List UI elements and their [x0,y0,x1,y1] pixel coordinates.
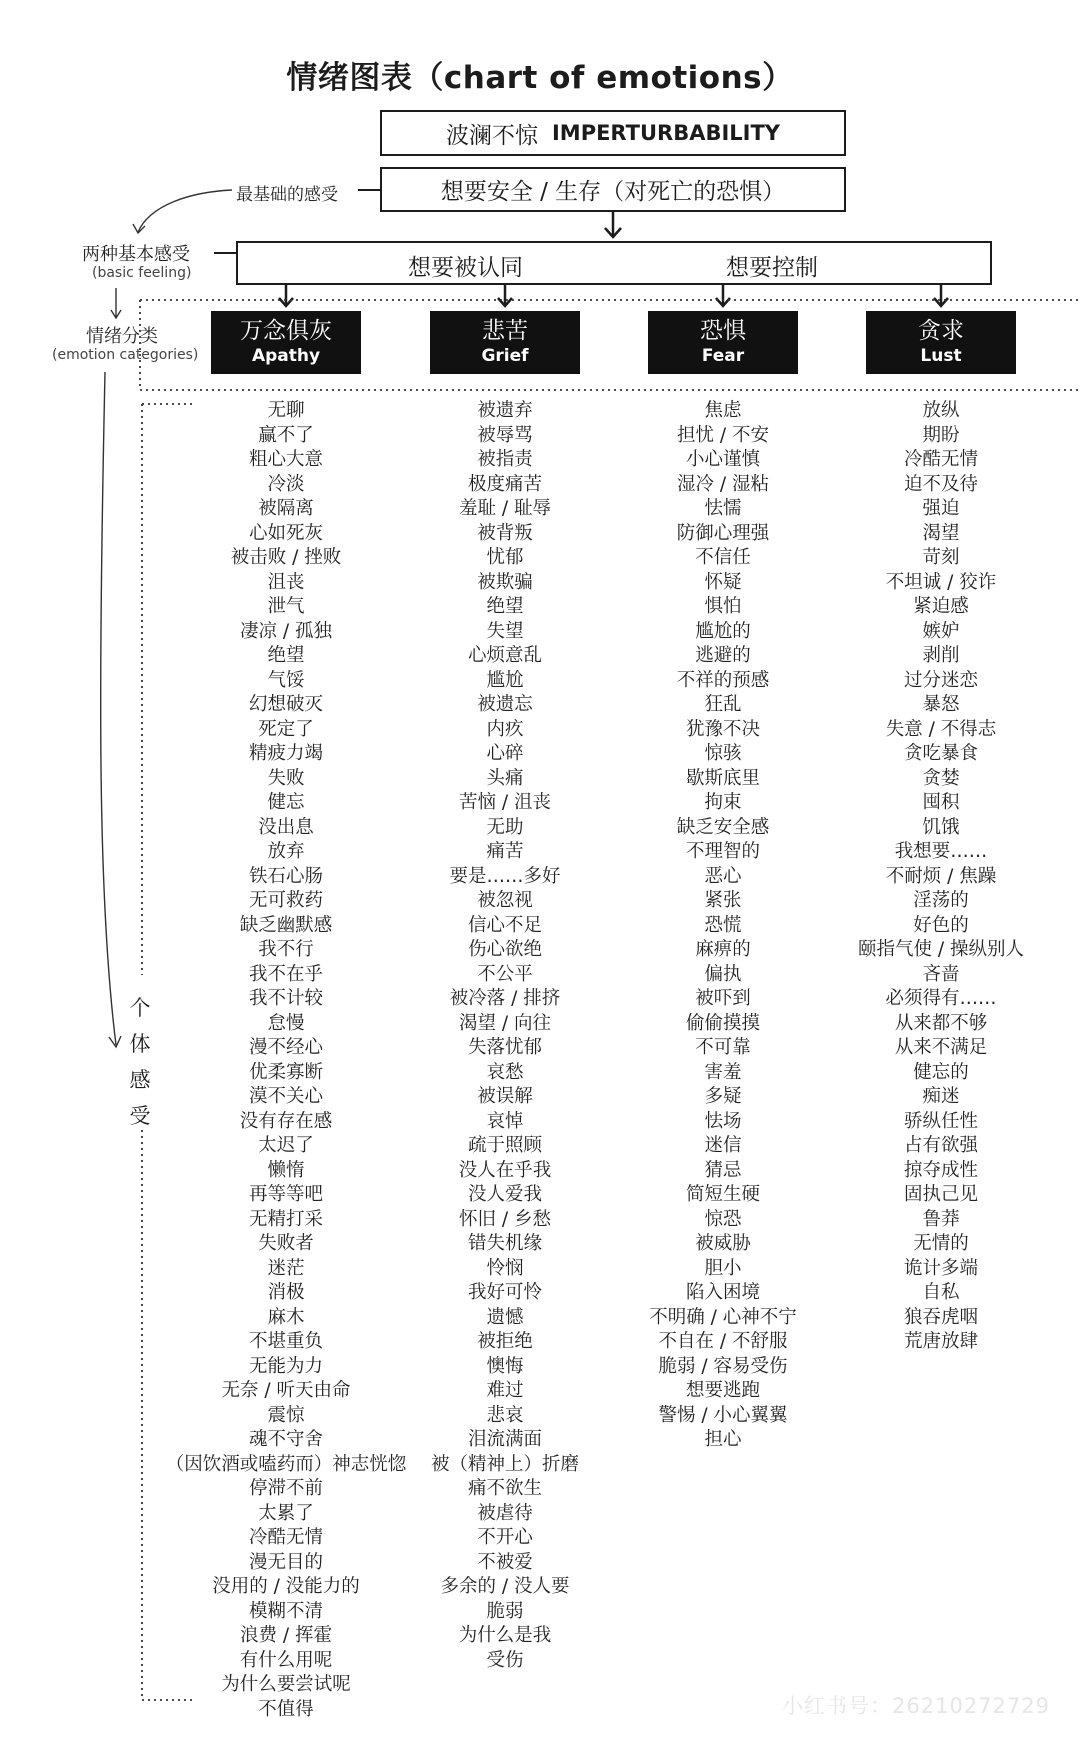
emotion-item: 囤积 [922,792,960,813]
emotion-item: 太累了 [258,1502,314,1524]
emotion-item: 放弃 [267,841,305,862]
emotion-item: 健忘 [267,792,305,813]
emotion-item: 幻想破灭 [248,694,323,715]
emotion-item: 我不行 [258,939,314,960]
emotion-item: 心烦意乱 [467,645,542,666]
emotion-item: 饥饿 [922,816,960,838]
emotion-item: 担忧 / 不安 [677,424,769,446]
imperturbability-en: IMPERTURBABILITY [551,121,781,145]
emotion-item: 没用的 / 没能力的 [212,1576,360,1597]
emotion-item: 惊恐 [704,1208,742,1230]
emotion-item: 暴怒 [922,694,960,715]
emotion-item: 恐慌 [704,914,742,936]
category-grief [430,311,580,374]
emotion-item: 狼吞虎咽 [903,1306,978,1328]
emotion-item: 精疲力竭 [248,743,323,764]
emotion-item: 沮丧 [267,571,305,593]
emotion-item: 从来都不够 [894,1012,988,1034]
emotion-item: 偏执 [704,963,742,985]
emotion-item: 从来不满足 [894,1037,988,1058]
emotion-item: 惊骇 [704,743,742,764]
emotion-item: 绝望 [267,645,305,666]
emotion-item: 被（精神上）折磨 [430,1453,579,1475]
emotion-item: 浪费 / 挥霍 [240,1625,332,1646]
category-apathy-cn: 万念俱灰 [240,318,332,344]
emotion-item: 逃避的 [695,645,751,666]
emotion-item: 被忽视 [477,890,533,911]
category-lust-cn: 贪求 [918,318,964,344]
emotion-item: 泄气 [267,596,305,617]
category-fear-en: Fear [701,346,745,366]
emotion-item: 担心 [704,1429,742,1450]
emotion-item: 惧怕 [704,596,742,617]
emotion-item: 赢不了 [258,424,314,446]
emotion-item: 苛刻 [922,547,960,568]
emotion-item: 怯懦 [704,498,742,519]
emotion-item: 被背叛 [477,522,533,544]
emotion-categories-label: 情绪分类 [86,326,158,347]
emotion-item: 掠夺成性 [903,1159,978,1181]
emotion-item: 骄纵任性 [903,1110,978,1132]
emotion-item: 偷偷摸摸 [685,1012,760,1034]
emotion-item: 强迫 [922,498,960,519]
emotion-item: 为什么要尝试呢 [221,1674,351,1695]
emotion-item: 遗憾 [486,1306,524,1328]
emotion-item: 苦恼 / 沮丧 [459,792,551,813]
emotion-item: 怜悯 [486,1257,524,1279]
fundamental-box: 想要安全 / 生存（对死亡的恐惧） [380,167,846,212]
emotion-item: 陷入困境 [685,1282,760,1303]
emotion-item: 缺乏幽默感 [239,914,333,936]
emotion-item: 被隔离 [258,498,314,519]
emotion-item: 失败 [267,767,305,789]
emotion-item: 歇斯底里 [685,767,760,789]
emotion-item: 渴望 / 向往 [459,1012,551,1034]
emotion-item: 冷淡 [267,473,305,495]
emotion-item: 心碎 [486,743,524,764]
emotion-item: 简短生硬 [685,1184,760,1205]
emotion-item: 放纵 [922,400,960,421]
emotion-item: 占有欲强 [903,1135,978,1156]
emotion-item: 我不在乎 [248,963,323,985]
category-lust [866,311,1016,374]
emotion-item: 懊悔 [486,1355,524,1377]
basic-feeling-label: 两种基本感受 [82,244,190,265]
emotion-item: 焦虑 [704,400,742,421]
emotion-item: 没有存在感 [239,1110,333,1132]
emotion-item: 多疑 [704,1086,742,1107]
emotion-item: 迷茫 [267,1257,305,1279]
emotion-item: 期盼 [922,424,960,446]
emotion-item: 羞耻 / 耻辱 [459,498,551,519]
emotion-item: 无聊 [267,400,305,421]
emotion-item: 诡计多端 [903,1257,978,1279]
emotion-item: 有什么用呢 [239,1649,333,1671]
emotion-item: 模糊不清 [248,1600,323,1622]
category-fear-cn: 恐惧 [700,318,746,344]
emotion-item: 荒唐放肆 [903,1331,978,1352]
emotion-categories-label-en: (emotion categories) [52,347,199,363]
emotion-item: 为什么是我 [458,1625,552,1646]
emotion-item: 漫不经心 [248,1037,323,1058]
emotion-item: 优柔寡断 [248,1061,323,1083]
basic-feeling-control: 想要控制 [726,255,818,281]
emotion-item: 我不计较 [248,988,323,1009]
emotion-item: 想要逃跑 [685,1380,760,1401]
emotion-item: 无奈 / 听天由命 [221,1380,351,1401]
emotion-item: 警惕 / 小心翼翼 [658,1404,788,1426]
emotion-item: 泪流满面 [467,1429,542,1450]
emotion-item: 怀疑 [704,571,742,593]
emotion-item: 懒惰 [267,1159,305,1181]
emotion-item: 怀旧 / 乡愁 [459,1208,551,1230]
emotion-item: 不被爱 [477,1551,533,1573]
emotion-item: 不值得 [258,1698,314,1720]
emotion-item: 紧迫感 [913,596,969,617]
emotion-item: 恶心 [704,865,742,887]
emotion-item: 无精打采 [248,1208,323,1230]
emotion-item: 无情的 [913,1233,969,1254]
emotion-item: 尴尬 [486,669,524,691]
emotion-item: 铁石心肠 [248,865,323,887]
emotion-item: 不耐烦 / 焦躁 [885,865,997,887]
emotion-item: 犹豫不决 [685,718,760,740]
emotion-item: 哀愁 [486,1061,524,1083]
emotion-item: 我想要…… [894,841,988,862]
emotion-item: 渴望 [922,522,960,544]
basic-feeling-recognition: 想要被认同 [408,255,523,281]
emotion-item: 不信任 [695,547,751,568]
emotion-item: 错失机缘 [467,1233,542,1254]
emotion-item: 害羞 [704,1061,742,1083]
emotion-item: 自私 [922,1282,960,1303]
emotion-item: 无助 [486,816,524,838]
emotion-item: 不坦诚 / 狡诈 [885,571,997,593]
emotion-item: 吝啬 [922,963,960,985]
emotion-item: 被虐待 [477,1502,533,1524]
emotion-item: 伤心欲绝 [467,939,542,960]
category-grief-cn: 悲苦 [482,318,528,344]
emotion-item: 消极 [267,1282,305,1303]
emotion-item: 不堪重负 [248,1331,323,1352]
category-fear [648,311,798,374]
emotion-item: 必须得有…… [885,988,997,1009]
emotion-item: 好色的 [913,914,969,936]
emotion-item: 再等等吧 [248,1184,323,1205]
emotion-item: 颐指气使 / 操纵别人 [858,939,1024,960]
emotion-item: 贪婪 [922,767,960,789]
emotion-item: 剥削 [922,645,960,666]
emotion-item: 不明确 / 心神不宁 [649,1306,797,1328]
emotion-item: 缺乏安全感 [676,816,770,838]
emotion-item: 被威胁 [695,1233,751,1254]
emotion-item: 麻痹的 [695,939,751,960]
emotion-item: 信心不足 [467,914,542,936]
emotion-item: 多余的 / 没人要 [440,1576,570,1597]
emotion-item: 胆小 [704,1257,742,1279]
emotion-item: 粗心大意 [248,449,323,470]
emotion-item: 没人在乎我 [458,1159,552,1181]
individual-feelings-label: 个 体 感 受 [129,996,151,1128]
emotion-item: 失落忧郁 [467,1037,542,1058]
emotion-item: 脆弱 / 容易受伤 [658,1355,788,1377]
emotion-item: 没出息 [258,816,314,838]
emotion-item: 停滞不前 [248,1478,323,1499]
emotion-item: 尴尬的 [695,620,751,642]
emotion-item: 忧郁 [486,547,524,568]
page-title: 情绪图表（chart of emotions） [286,60,794,96]
emotion-item: 冷酷无情 [248,1527,323,1548]
emotion-item: 拘束 [704,792,742,813]
fundamental-label: 最基础的感受 [236,185,338,205]
category-apathy [211,311,361,374]
emotion-item: 漠不关心 [248,1086,323,1107]
emotion-item: 气馁 [267,669,305,691]
emotion-item: 被辱骂 [477,424,533,446]
category-apathy-en: Apathy [251,346,321,366]
emotion-item: 小心谨慎 [685,449,760,470]
basic-feeling-label-en: (basic feeling) [92,265,192,281]
emotion-item: 魂不守舍 [248,1429,323,1450]
emotion-item: 麻木 [267,1306,305,1328]
emotion-item: 防御心理强 [676,522,770,544]
lust-list [811,399,1071,1355]
emotion-item: 不祥的预感 [676,669,770,691]
emotion-item: 无能为力 [248,1355,323,1377]
emotion-item: 震惊 [267,1404,305,1426]
emotion-item: 过分迷恋 [903,669,978,691]
emotion-item: 怯场 [704,1110,742,1132]
emotion-item: 哀悼 [486,1110,524,1132]
category-lust-en: Lust [920,346,962,366]
emotion-item: 怠慢 [267,1012,305,1034]
emotion-item: 不公平 [477,963,533,985]
emotion-item: 不开心 [477,1527,533,1548]
emotion-item: 湿冷 / 湿粘 [677,473,769,495]
emotion-item: 失败者 [258,1233,314,1254]
emotion-item: 狂乱 [704,694,742,715]
basic-feeling-box [236,241,992,285]
emotion-item: 被遗忘 [477,694,533,715]
emotion-item: 内疚 [486,718,524,740]
emotion-item: 嫉妒 [922,620,960,642]
emotion-item: 漫无目的 [248,1551,323,1573]
emotion-item: 紧张 [704,890,742,911]
emotion-item: 失意 / 不得志 [885,718,997,740]
emotion-item: 我好可怜 [467,1282,542,1303]
emotion-item: 健忘的 [913,1061,969,1083]
emotion-item: 凄凉 / 孤独 [240,620,332,642]
emotion-item: 要是……多好 [449,865,561,887]
emotion-item: 脆弱 [486,1600,524,1622]
emotion-item: 没人爱我 [467,1184,542,1205]
emotion-item: 贪吃暴食 [903,743,978,764]
emotion-item: 悲哀 [486,1404,524,1426]
emotion-item: 难过 [486,1380,524,1401]
emotion-item: 疏于照顾 [467,1135,542,1156]
emotion-item: 被指责 [477,449,533,470]
emotion-item: 不理智的 [685,841,760,862]
watermark: 小红书号：26210272729 [782,1694,1050,1718]
emotion-item: （因饮酒或嗑药而）神志恍惚 [165,1453,407,1475]
emotion-item: 太迟了 [258,1135,314,1156]
emotion-item: 痛苦 [486,841,524,862]
emotion-item: 死定了 [258,718,314,740]
emotion-item: 被欺骗 [477,571,533,593]
emotion-item: 极度痛苦 [467,473,542,495]
imperturbability-cn: 波澜不惊 [445,122,538,149]
emotion-item: 受伤 [486,1649,524,1671]
emotion-item: 猜忌 [704,1159,742,1181]
imperturbability-box [380,110,846,156]
emotion-item: 无可救药 [248,890,323,911]
emotion-item: 固执己见 [903,1184,978,1205]
emotion-item: 痛不欲生 [467,1478,542,1499]
emotion-item: 绝望 [486,596,524,617]
emotion-item: 鲁莽 [922,1208,960,1230]
emotion-item: 被拒绝 [477,1331,533,1352]
emotion-item: 痴迷 [922,1086,960,1107]
emotion-item: 失望 [486,620,524,642]
emotion-item: 不可靠 [695,1037,751,1058]
emotion-item: 不自在 / 不舒服 [658,1331,788,1352]
emotion-item: 头痛 [486,767,524,789]
emotion-item: 被遗弃 [477,400,533,421]
category-grief-en: Grief [481,346,529,366]
emotion-item: 被冷落 / 排挤 [449,988,561,1009]
emotion-item: 冷酷无情 [903,449,978,470]
emotion-item: 心如死灰 [248,522,323,544]
emotion-item: 淫荡的 [913,890,969,911]
emotion-item: 被吓到 [695,988,751,1009]
emotion-item: 迷信 [704,1135,742,1156]
emotion-item: 被击败 / 挫败 [230,547,342,568]
emotion-item: 迫不及待 [903,473,978,495]
emotion-item: 被误解 [477,1086,533,1107]
